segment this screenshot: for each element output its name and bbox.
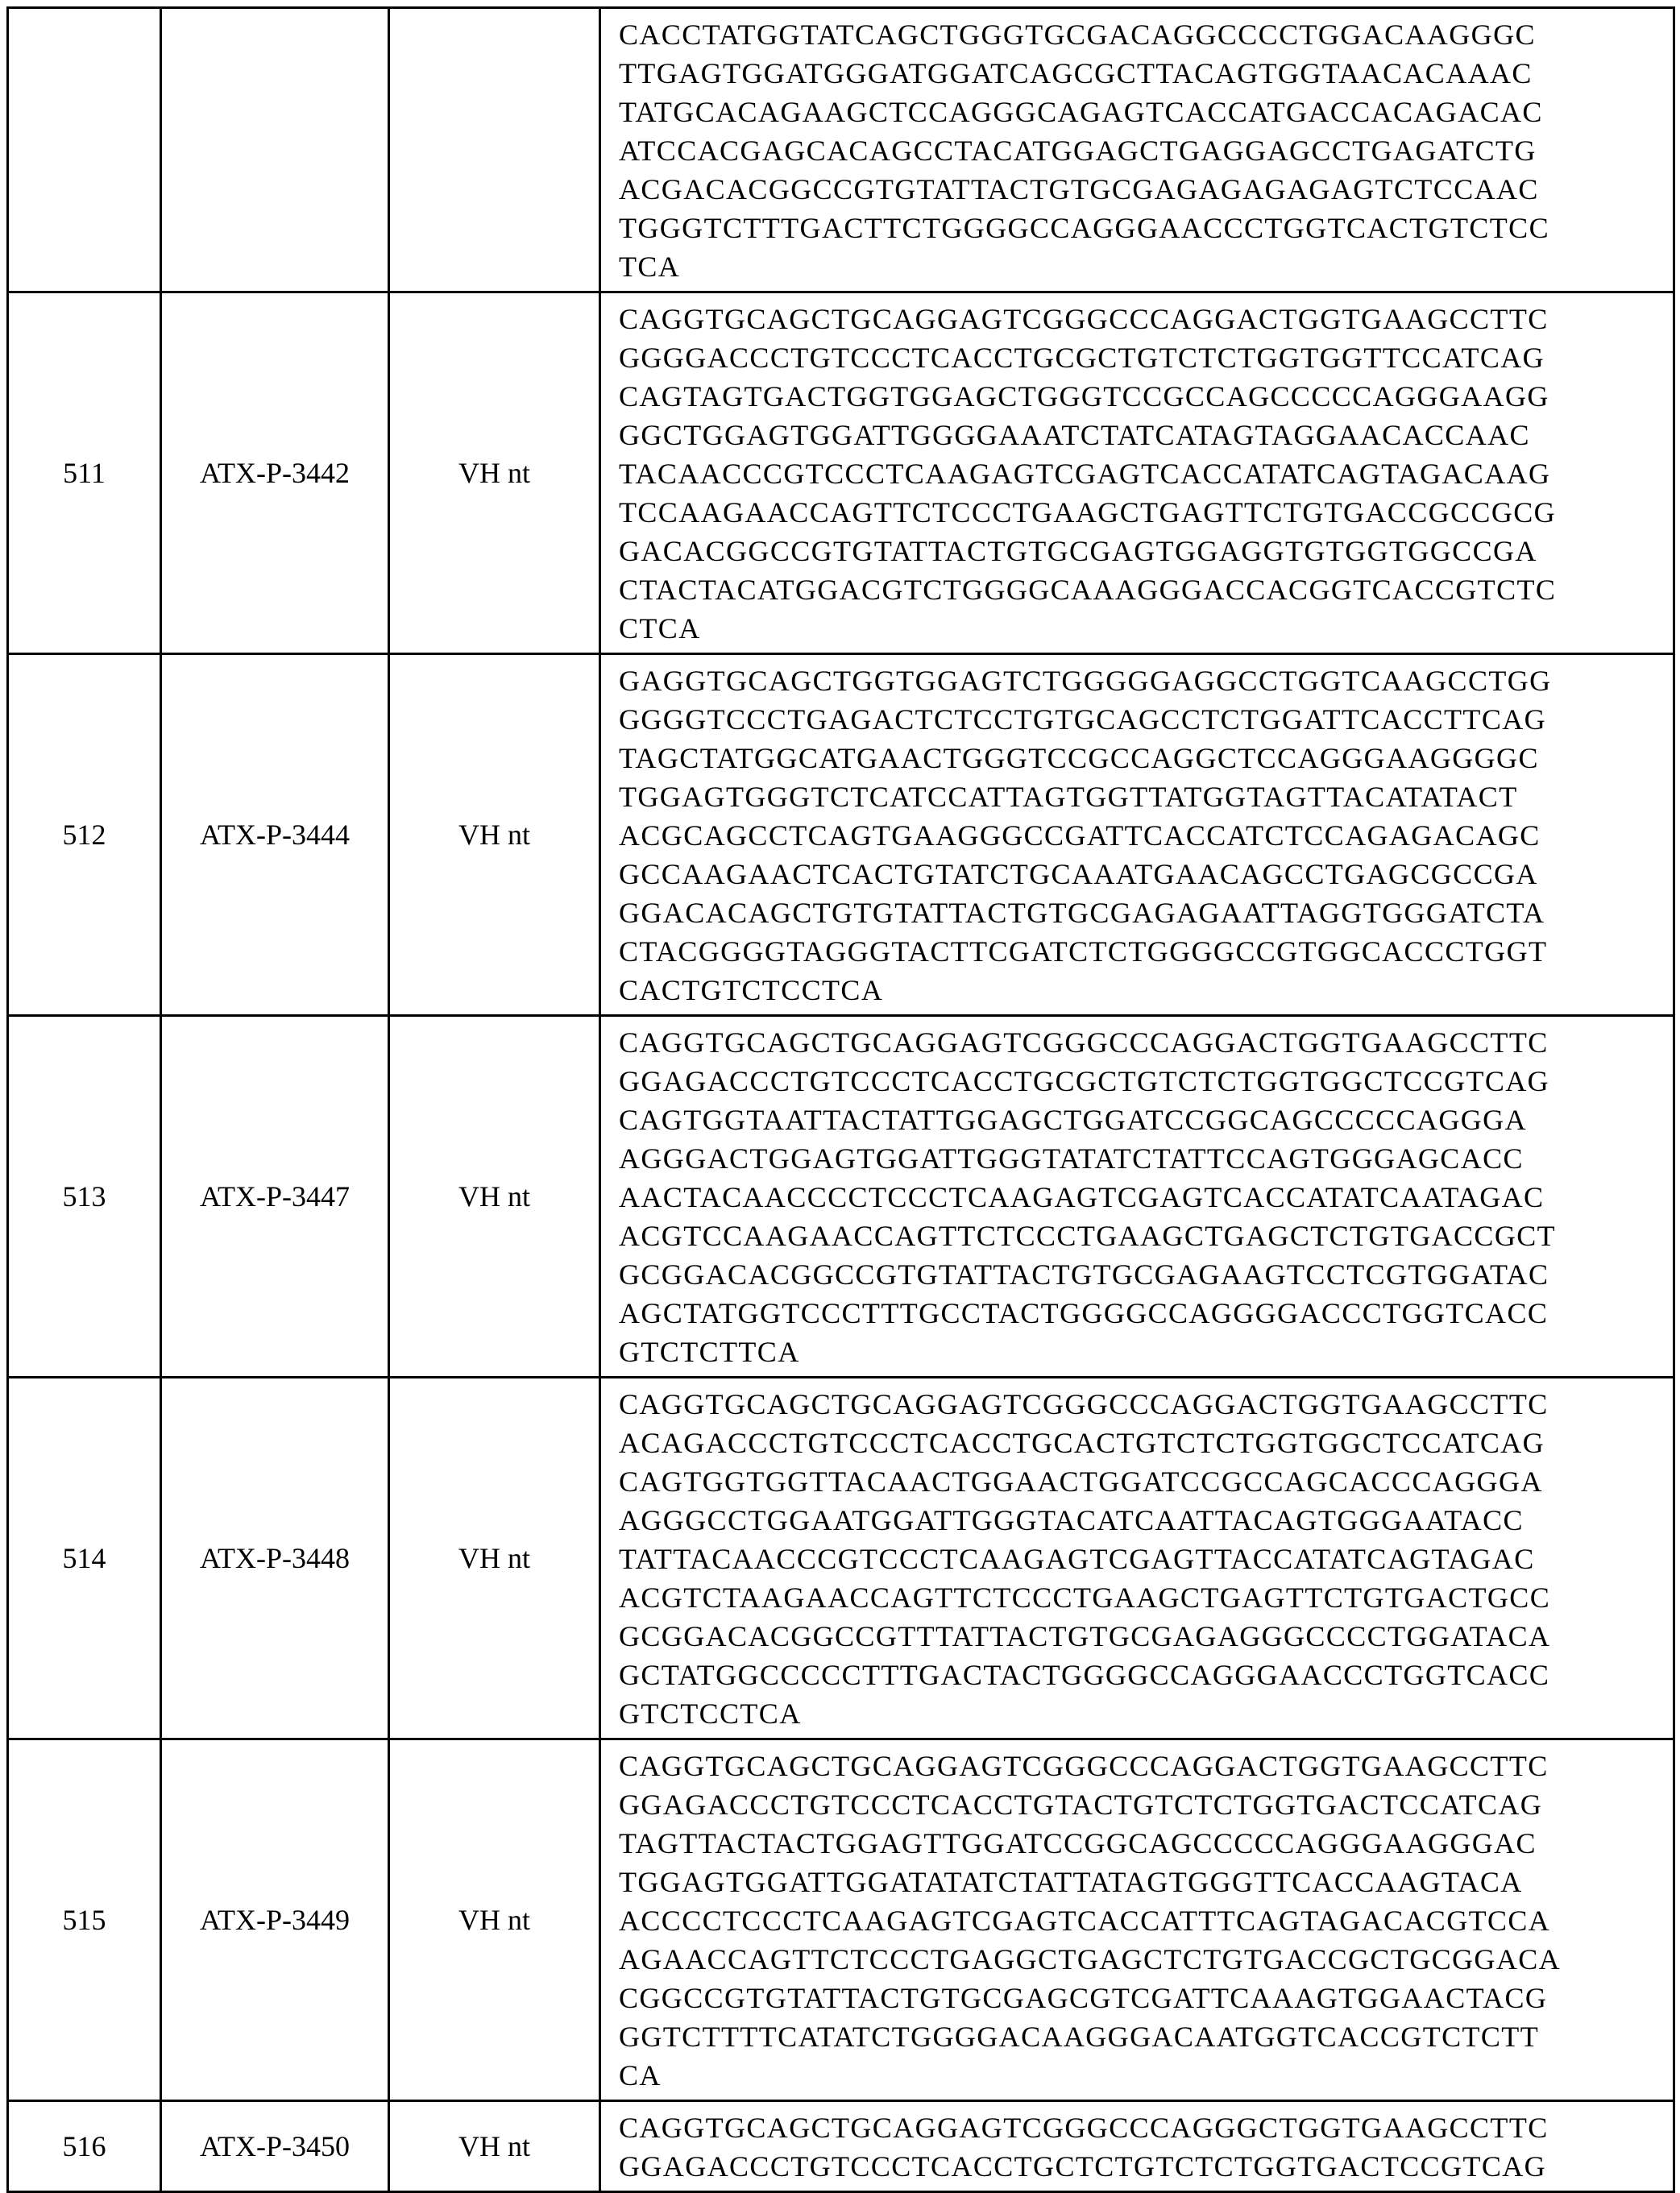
sequence-line: GGAGACCCTGTCCCTCACCTGTACTGTCTCTGGTGACTCCATCAG	[619, 1785, 1665, 1824]
sequence-line: GCTATGGCCCCCTTTGACTACTGGGGCCAGGGAACCCTGGTCACC	[619, 1656, 1665, 1694]
sequence-line: CA	[619, 2056, 1665, 2095]
sequence-line: GGTCTTTTCATATCTGGGGACAAGGGACAATGGTCACCGTCTCTT	[619, 2017, 1665, 2056]
table-row	[8, 1378, 1674, 1739]
sequence-type-cell	[389, 8, 600, 292]
seq-number-cell: 511	[8, 292, 161, 654]
sequence-line: GGACACAGCTGTGTATTACTGTGCGAGAGAATTAGGTGGGATCTA	[619, 893, 1665, 932]
sequence-type-cell: VH nt	[389, 292, 600, 654]
sequence-line: CAGTGGTAATTACTATTGGAGCTGGATCCGGCAGCCCCCAGGGA	[619, 1101, 1665, 1139]
table-row	[8, 1016, 1674, 1378]
nucleotide-sequence-cell	[600, 1378, 1674, 1739]
nucleotide-sequence-cell	[600, 654, 1674, 1016]
nucleotide-sequence-cell	[600, 1739, 1674, 2101]
sequence-line: ACGCAGCCTCAGTGAAGGGCCGATTCACCATCTCCAGAGACAGC	[619, 816, 1665, 855]
sequence-line: AACTACAACCCCTCCCTCAAGAGTCGAGTCACCATATCAATAGAC	[619, 1178, 1665, 1217]
sequence-line: GCGGACACGGCCGTTTATTACTGTGCGAGAGGGCCCCTGGATACA	[619, 1617, 1665, 1656]
sequence-line: CAGTAGTGACTGGTGGAGCTGGGTCCGCCAGCCCCCAGGGAAGG	[619, 377, 1665, 416]
sequence-line: TAGTTACTACTGGAGTTGGATCCGGCAGCCCCCAGGGAAGGGAC	[619, 1824, 1665, 1863]
sequence-line: TATGCACAGAAGCTCCAGGGCAGAGTCACCATGACCACAGACAC	[619, 93, 1665, 131]
sequence-line: CTACTACATGGACGTCTGGGGCAAAGGGACCACGGTCACCGTCTC	[619, 570, 1665, 609]
sequence-type-cell: VH nt	[389, 1016, 600, 1378]
nucleotide-sequence-cell	[600, 292, 1674, 654]
sequence-type-cell: VH nt	[389, 2101, 600, 2192]
sequence-line: GGGGACCCTGTCCCTCACCTGCGCTGTCTCTGGTGGTTCCATCAG	[619, 338, 1665, 377]
sequence-line: GTCTCTTCA	[619, 1333, 1665, 1371]
sequence-line: TGGGTCTTTGACTTCTGGGGCCAGGGAACCCTGGTCACTGTCTCC	[619, 209, 1665, 247]
sequence-line: CAGGTGCAGCTGCAGGAGTCGGGCCCAGGGCTGGTGAAGCCTTC	[619, 2108, 1665, 2147]
sequence-type-cell: VH nt	[389, 654, 600, 1016]
sequence-line: ACGACACGGCCGTGTATTACTGTGCGAGAGAGAGAGTCTCCAAC	[619, 170, 1665, 209]
antibody-id-cell: ATX-P-3442	[161, 292, 389, 654]
sequence-line: CAGGTGCAGCTGCAGGAGTCGGGCCCAGGACTGGTGAAGCCTTC	[619, 300, 1665, 338]
antibody-id-cell	[161, 8, 389, 292]
table-row	[8, 654, 1674, 1016]
seq-number-cell: 515	[8, 1739, 161, 2101]
sequence-line: CACTGTCTCCTCA	[619, 971, 1665, 1009]
sequence-line: ACGTCTAAGAACCAGTTCTCCCTGAAGCTGAGTTCTGTGACTGCC	[619, 1578, 1665, 1617]
sequence-line: CGGCCGTGTATTACTGTGCGAGCGTCGATTCAAAGTGGAACTACG	[619, 1979, 1665, 2017]
table-row	[8, 292, 1674, 654]
sequence-line: TAGCTATGGCATGAACTGGGTCCGCCAGGCTCCAGGGAAGGGGC	[619, 739, 1665, 777]
sequence-line: GAGGTGCAGCTGGTGGAGTCTGGGGGAGGCCTGGTCAAGCCTGG	[619, 661, 1665, 700]
sequence-line: TGGAGTGGGTCTCATCCATTAGTGGTTATGGTAGTTACATATACT	[619, 777, 1665, 816]
nucleotide-sequence-cell	[600, 1016, 1674, 1378]
sequence-line: GGAGACCCTGTCCCTCACCTGCTCTGTCTCTGGTGACTCCGTCAG	[619, 2147, 1665, 2186]
seq-number-cell: 514	[8, 1378, 161, 1739]
sequence-line: AGCTATGGTCCCTTTGCCTACTGGGGCCAGGGGACCCTGGTCACC	[619, 1294, 1665, 1333]
antibody-id-cell: ATX-P-3450	[161, 2101, 389, 2192]
antibody-id-cell: ATX-P-3449	[161, 1739, 389, 2101]
nucleotide-sequence-cell	[600, 2101, 1674, 2192]
sequence-line: ACAGACCCTGTCCCTCACCTGCACTGTCTCTGGTGGCTCCATCAG	[619, 1424, 1665, 1462]
table-row	[8, 1739, 1674, 2101]
sequence-line: GACACGGCCGTGTATTACTGTGCGAGTGGAGGTGTGGTGGCCGA	[619, 532, 1665, 570]
sequence-type-cell: VH nt	[389, 1378, 600, 1739]
antibody-id-cell: ATX-P-3448	[161, 1378, 389, 1739]
table-row	[8, 8, 1674, 292]
seq-number-cell: 513	[8, 1016, 161, 1378]
sequence-line: CAGGTGCAGCTGCAGGAGTCGGGCCCAGGACTGGTGAAGCCTTC	[619, 1023, 1665, 1062]
sequence-line: GCCAAGAACTCACTGTATCTGCAAATGAACAGCCTGAGCGCCGA	[619, 855, 1665, 893]
sequence-line: CAGGTGCAGCTGCAGGAGTCGGGCCCAGGACTGGTGAAGCCTTC	[619, 1747, 1665, 1785]
sequence-line: GGAGACCCTGTCCCTCACCTGCGCTGTCTCTGGTGGCTCCGTCAG	[619, 1062, 1665, 1101]
seq-number-cell	[8, 8, 161, 292]
sequence-line: TTGAGTGGATGGGATGGATCAGCGCTTACAGTGGTAACACAAAC	[619, 54, 1665, 93]
sequence-table	[6, 6, 1675, 2193]
sequence-line: CTCA	[619, 609, 1665, 648]
sequence-line: TATTACAACCCGTCCCTCAAGAGTCGAGTTACCATATCAGTAGAC	[619, 1540, 1665, 1578]
sequence-line: ACCCCTCCCTCAAGAGTCGAGTCACCATTTCAGTAGACACGTCCA	[619, 1901, 1665, 1940]
table-row	[8, 2101, 1674, 2192]
sequence-line: GTCTCCTCA	[619, 1694, 1665, 1733]
sequence-line: AGGGACTGGAGTGGATTGGGTATATCTATTCCAGTGGGAGCACC	[619, 1139, 1665, 1178]
sequence-line: AGAACCAGTTCTCCCTGAGGCTGAGCTCTGTGACCGCTGCGGACA	[619, 1940, 1665, 1979]
sequence-line: TACAACCCGTCCCTCAAGAGTCGAGTCACCATATCAGTAGACAAG	[619, 454, 1665, 493]
sequence-line: CAGGTGCAGCTGCAGGAGTCGGGCCCAGGACTGGTGAAGCCTTC	[619, 1385, 1665, 1424]
sequence-line: AGGGCCTGGAATGGATTGGGTACATCAATTACAGTGGGAATACC	[619, 1501, 1665, 1540]
sequence-type-cell: VH nt	[389, 1739, 600, 2101]
sequence-line: CAGTGGTGGTTACAACTGGAACTGGATCCGCCAGCACCCAGGGA	[619, 1462, 1665, 1501]
seq-number-cell: 512	[8, 654, 161, 1016]
sequence-line: GGCTGGAGTGGATTGGGGAAATCTATCATAGTAGGAACACCAAC	[619, 416, 1665, 454]
sequence-line: TCCAAGAACCAGTTCTCCCTGAAGCTGAGTTCTGTGACCGCCGCG	[619, 493, 1665, 532]
sequence-line: GGGGTCCCTGAGACTCTCCTGTGCAGCCTCTGGATTCACCTTCAG	[619, 700, 1665, 739]
antibody-id-cell: ATX-P-3447	[161, 1016, 389, 1378]
sequence-line: CACCTATGGTATCAGCTGGGTGCGACAGGCCCCTGGACAAGGGC	[619, 15, 1665, 54]
sequence-line: ACGTCCAAGAACCAGTTCTCCCTGAAGCTGAGCTCTGTGACCGCT	[619, 1217, 1665, 1255]
sequence-line: CTACGGGGTAGGGTACTTCGATCTCTGGGGCCGTGGCACCCTGGT	[619, 932, 1665, 971]
sequence-line: TGGAGTGGATTGGATATATCTATTATAGTGGGTTCACCAAGTACA	[619, 1863, 1665, 1901]
sequence-line: ATCCACGAGCACAGCCTACATGGAGCTGAGGAGCCTGAGATCTG	[619, 131, 1665, 170]
seq-number-cell: 516	[8, 2101, 161, 2192]
sequence-table-body	[8, 8, 1674, 2192]
sequence-line: GCGGACACGGCCGTGTATTACTGTGCGAGAAGTCCTCGTGGATAC	[619, 1255, 1665, 1294]
nucleotide-sequence-cell	[600, 8, 1674, 292]
sequence-line: TCA	[619, 247, 1665, 286]
antibody-id-cell: ATX-P-3444	[161, 654, 389, 1016]
